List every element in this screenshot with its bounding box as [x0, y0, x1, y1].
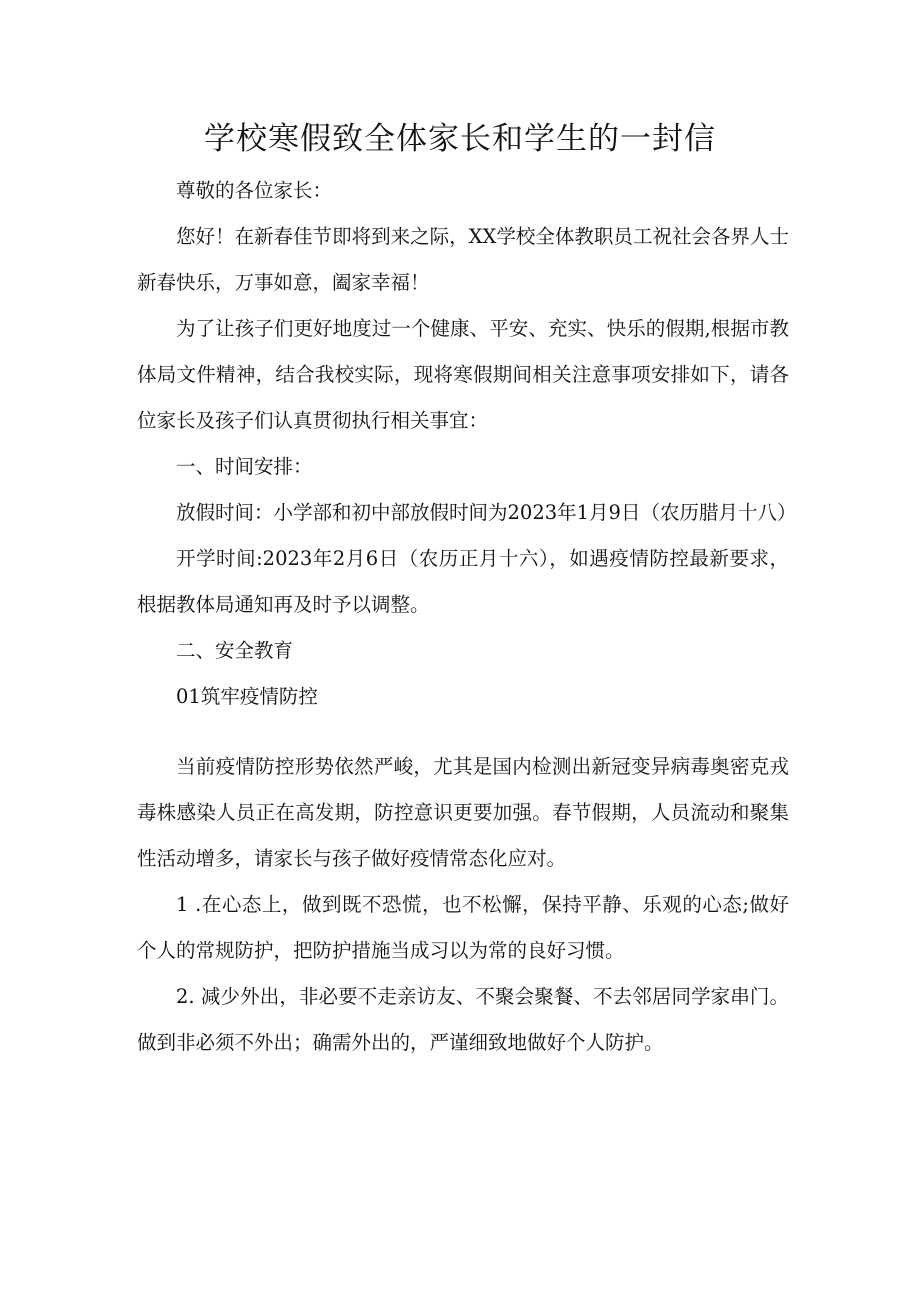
paragraph-greeting: 您好！在新春佳节即将到来之际，XX学校全体教职员工祝社会各界人士新春快乐，万事如意，阖家幸福！ [137, 225, 789, 294]
list-item-reduce-outings: 2. 减少外出，非必要不走亲访友、不聚会聚餐、不去邻居同学家串门。做到非必须不外出；确需外出的，严谨细致地做好个人防护。 [137, 985, 789, 1054]
spacer [137, 720, 789, 744]
section-heading-safety: 二、安全教育 [176, 639, 294, 662]
section-heading-schedule: 一、时间安排： [176, 455, 313, 478]
list-item-mindset: 1 .在心态上，做到既不恐慌，也不松懈，保持平静、乐观的心态;做好个人的常规防护，把防护措施当成习以为常的良好习惯。 [137, 893, 789, 962]
salutation: 尊敬的各位家长： [176, 179, 333, 202]
document-body [137, 168, 797, 1066]
subsection-heading-epidemic: 01筑牢疫情防控 [176, 685, 318, 708]
document-title: 学校寒假致全体家长和学生的一封信 [204, 121, 716, 157]
paragraph-intro: 为了让孩子们更好地度过一个健康、平安、充实、快乐的假期,根据市教体局文件精神，结合我校实际，现将寒假期间相关注意事项安排如下，请各位家长及孩子们认真贯彻执行相关事宜： [137, 317, 789, 432]
paragraph-epidemic-situation: 当前疫情防控形势依然严峻，尤其是国内检测出新冠变异病毒奥密克戎毒株感染人员正在高发期，防控意识更要加强。春节假期，人员流动和聚集性活动增多，请家长与孩子做好疫情常态化应对。 [137, 755, 789, 870]
paragraph-vacation-start: 放假时间：小学部和初中部放假时间为2023年1月9日（农历腊月十八） [176, 501, 797, 524]
paragraph-school-start: 开学时间:2023年2月6日（农历正月十六），如遇疫情防控最新要求，根据教体局通知再及时予以调整。 [137, 547, 789, 616]
